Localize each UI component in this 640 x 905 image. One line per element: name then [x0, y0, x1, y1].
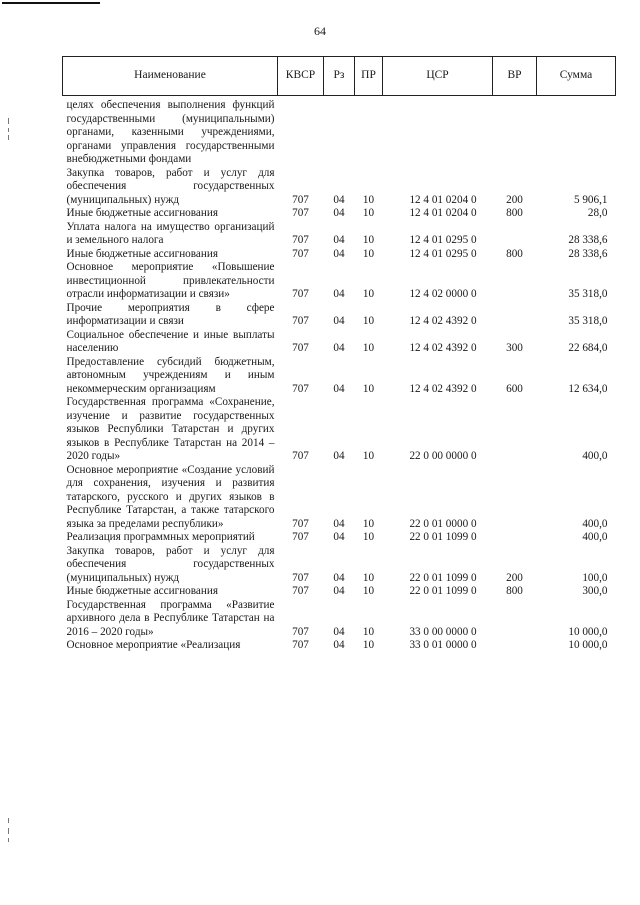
- table-body: [63, 96, 616, 653]
- cell-csr: 12 4 01 0204 0: [409, 207, 477, 219]
- table-row: [63, 531, 616, 545]
- cell-kvsr: 707: [292, 585, 309, 597]
- cell-name: Иные бюджетные ассигнования: [66, 247, 218, 260]
- cell-pr: 10: [362, 382, 375, 395]
- cell-csr: 12 4 01 0295 0: [409, 234, 477, 246]
- cell-csr: 12 4 02 4392 0: [409, 342, 477, 354]
- cell-pr: 10: [362, 193, 375, 206]
- cell-rz: [324, 96, 355, 167]
- cell-sum: 10 000,0: [568, 625, 608, 638]
- cell-kvsr: 707: [292, 625, 309, 638]
- cell-sum: 12 634,0: [568, 382, 608, 395]
- cell-pr: 10: [362, 234, 375, 246]
- cell-name: Государственная программа «Сохранение, изучение и развитие государственных языков Республики Татарстан и других языков в Республике Татарстан на 2014 – 2020 годы»: [66, 396, 275, 462]
- table-row: [63, 639, 616, 653]
- cell-vr: [493, 302, 537, 329]
- cell-sum: 22 684,0: [568, 342, 608, 354]
- cell-vr: [493, 599, 537, 640]
- table-row: [63, 329, 616, 356]
- table-row: [63, 207, 616, 221]
- cell-name: Государственная программа «Развитие архивного дела в Республике Татарстан на 2016 – 2020 годы»: [66, 598, 275, 638]
- table-row: [63, 599, 616, 640]
- page-number: 64: [314, 24, 326, 38]
- header-pr: ПР: [355, 57, 383, 96]
- cell-rz: 04: [333, 639, 345, 651]
- cell-kvsr: 707: [292, 382, 309, 395]
- cell-rz: 04: [333, 315, 345, 327]
- table-row: [63, 545, 616, 586]
- cell-vr: 800: [506, 585, 523, 597]
- cell-name: Основное мероприятие «Создание условий для сохранения, изучения и развития татарского, русского и других языков в Республике Татарстан, а также татарского языка за пределами республики»: [66, 463, 275, 530]
- cell-csr: 12 4 02 4392 0: [409, 382, 477, 395]
- cell-sum: 28 338,6: [568, 234, 608, 246]
- cell-vr: [493, 531, 537, 545]
- table-row: [63, 221, 616, 248]
- cell-kvsr: 707: [292, 207, 309, 219]
- cell-vr: [493, 221, 537, 248]
- cell-name: Предоставление субсидий бюджетным, автономным учреждениям и иным некоммерческим организациям: [66, 355, 275, 395]
- cell-pr: 10: [362, 639, 375, 651]
- cell-pr: [355, 96, 383, 167]
- cell-kvsr: [278, 96, 324, 167]
- cell-sum: 400,0: [582, 450, 608, 462]
- cell-vr: [493, 396, 537, 464]
- cell-pr: 10: [362, 288, 375, 300]
- table-row: [63, 248, 616, 262]
- cell-pr: 10: [362, 517, 375, 530]
- cell-csr: 12 4 02 0000 0: [409, 288, 477, 300]
- cell-kvsr: 707: [292, 517, 309, 530]
- budget-table: [62, 56, 616, 653]
- cell-name: Прочие мероприятия в сфере информатизации и связи: [66, 301, 275, 327]
- cell-sum: 400,0: [582, 531, 608, 543]
- cell-kvsr: 707: [292, 193, 309, 206]
- table-row: [63, 585, 616, 599]
- cell-rz: 04: [333, 382, 345, 395]
- table-row: [63, 96, 616, 167]
- cell-csr: 22 0 01 1099 0: [409, 531, 477, 543]
- cell-kvsr: 707: [292, 531, 309, 543]
- margin-mark: [8, 118, 9, 124]
- cell-pr: 10: [362, 585, 375, 597]
- cell-vr: [493, 639, 537, 653]
- cell-vr: 600: [506, 382, 523, 395]
- table-header-row: [63, 57, 616, 96]
- margin-mark: [8, 838, 9, 842]
- header-kvsr: КВСР: [278, 57, 324, 96]
- cell-name: Закупка товаров, работ и услуг для обеспечения государственных (муниципальных) нужд: [66, 166, 275, 206]
- cell-rz: 04: [333, 585, 345, 597]
- cell-vr: [493, 464, 537, 532]
- cell-pr: 10: [362, 625, 375, 638]
- cell-pr: 10: [362, 571, 375, 584]
- cell-rz: 04: [333, 207, 345, 219]
- header-vr: ВР: [493, 57, 537, 96]
- cell-pr: 10: [362, 450, 375, 462]
- cell-name: целях обеспечения выполнения функций государственными (муниципальными) органами, казенными учреждениями, органами управления государственными внебюджетными фондами: [66, 99, 275, 165]
- cell-csr: 22 0 01 1099 0: [409, 571, 477, 584]
- margin-mark: [8, 818, 9, 823]
- cell-rz: 04: [333, 625, 345, 638]
- cell-sum: 28 338,6: [568, 247, 608, 260]
- cell-sum: 35 318,0: [568, 288, 608, 300]
- cell-sum: 100,0: [582, 571, 608, 584]
- table-row: [63, 167, 616, 208]
- cell-name: Уплата налога на имущество организаций и земельного налога: [66, 220, 275, 246]
- header-sum: Сумма: [537, 57, 616, 96]
- cell-kvsr: 707: [292, 342, 309, 354]
- cell-vr: 200: [506, 571, 523, 584]
- cell-pr: 10: [362, 207, 375, 219]
- margin-mark: [8, 128, 9, 132]
- cell-sum: 400,0: [582, 517, 608, 530]
- cell-csr: 22 0 01 0000 0: [409, 517, 477, 530]
- table-row: [63, 302, 616, 329]
- cell-csr: 22 0 00 0000 0: [409, 450, 477, 462]
- cell-name: Иные бюджетные ассигнования: [66, 585, 218, 597]
- cell-csr: 12 4 01 0295 0: [409, 247, 477, 260]
- table-row: [63, 396, 616, 464]
- cell-csr: 12 4 02 4392 0: [409, 315, 477, 327]
- table-row: [63, 356, 616, 397]
- cell-sum: [537, 96, 616, 167]
- header-rz: Рз: [324, 57, 355, 96]
- cell-kvsr: 707: [292, 315, 309, 327]
- cell-name: Закупка товаров, работ и услуг для обеспечения государственных (муниципальных) нужд: [66, 544, 275, 584]
- cell-pr: 10: [362, 315, 375, 327]
- cell-name: Социальное обеспечение и иные выплаты населению: [66, 328, 275, 354]
- cell-csr: 33 0 01 0000 0: [409, 639, 477, 651]
- cell-rz: 04: [333, 247, 345, 260]
- cell-rz: 04: [333, 288, 345, 300]
- cell-rz: 04: [333, 531, 345, 543]
- cell-csr: 22 0 01 1099 0: [409, 585, 477, 597]
- header-csr: ЦСР: [383, 57, 493, 96]
- cell-pr: 10: [362, 531, 375, 543]
- cell-vr: [493, 261, 537, 302]
- cell-vr: 800: [506, 247, 523, 260]
- cell-rz: 04: [333, 571, 345, 584]
- cell-sum: 28,0: [587, 207, 608, 219]
- cell-name: Основное мероприятие «Повышение инвестиционной привлекательности отрасли информатизации и связи»: [66, 261, 275, 300]
- cell-rz: 04: [333, 193, 345, 206]
- margin-mark: [8, 828, 9, 834]
- margin-mark: [8, 135, 9, 140]
- cell-kvsr: 707: [292, 450, 309, 462]
- cell-sum: 35 318,0: [568, 315, 608, 327]
- cell-name: Основное мероприятие «Реализация: [66, 639, 241, 651]
- header-rule: [2, 2, 100, 4]
- cell-rz: 04: [333, 517, 345, 530]
- cell-name: Иные бюджетные ассигнования: [66, 207, 218, 219]
- cell-sum: 300,0: [582, 585, 608, 597]
- cell-kvsr: 707: [292, 639, 309, 651]
- cell-vr: [493, 96, 537, 167]
- cell-sum: 10 000,0: [568, 639, 608, 651]
- cell-rz: 04: [333, 342, 345, 354]
- cell-rz: 04: [333, 234, 345, 246]
- cell-csr: 33 0 00 0000 0: [409, 625, 477, 638]
- cell-vr: 800: [506, 207, 523, 219]
- cell-vr: 200: [506, 193, 523, 206]
- cell-kvsr: 707: [292, 571, 309, 584]
- header-name: Наименование: [63, 57, 278, 96]
- cell-csr: [383, 96, 493, 167]
- cell-pr: 10: [362, 342, 375, 354]
- cell-pr: 10: [362, 247, 375, 260]
- cell-csr: 12 4 01 0204 0: [409, 193, 477, 206]
- cell-kvsr: 707: [292, 234, 309, 246]
- cell-rz: 04: [333, 450, 345, 462]
- cell-sum: 5 906,1: [573, 193, 608, 206]
- cell-vr: 300: [506, 342, 523, 354]
- table-row: [63, 261, 616, 302]
- cell-kvsr: 707: [292, 288, 309, 300]
- cell-kvsr: 707: [292, 247, 309, 260]
- table-row: [63, 464, 616, 532]
- cell-name: Реализация программных мероприятий: [66, 531, 255, 543]
